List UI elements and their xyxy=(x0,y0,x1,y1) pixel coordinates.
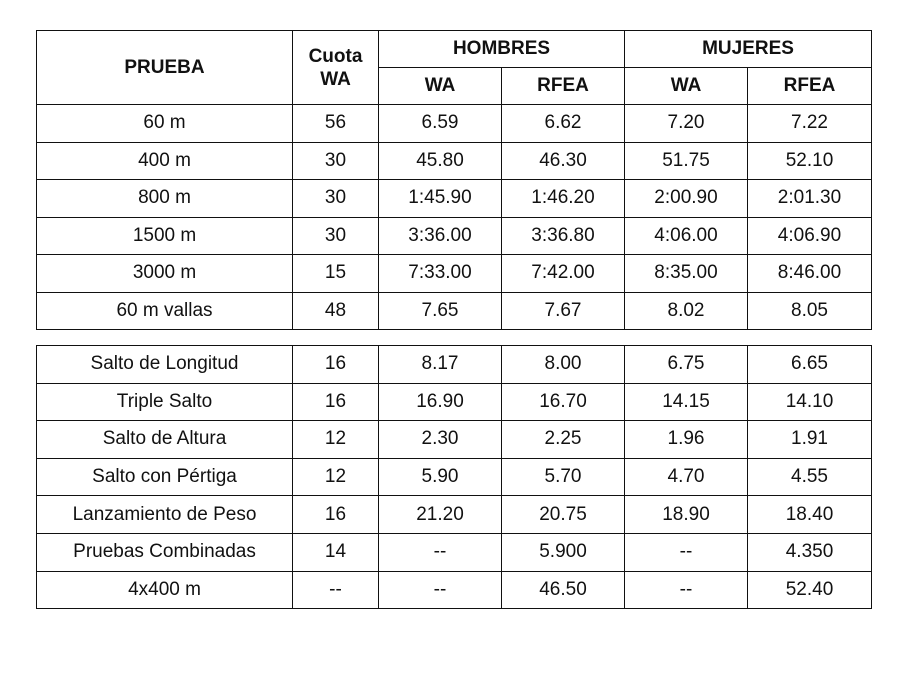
table-row xyxy=(37,255,872,293)
cell-cuota: 12 xyxy=(293,421,379,459)
header-mujeres-rfea: RFEA xyxy=(748,68,872,105)
table-row xyxy=(37,421,872,459)
cell-m-wa: 8.02 xyxy=(625,292,748,330)
cell-prueba: 60 m vallas xyxy=(37,292,293,330)
header-cuota-line2: WA xyxy=(320,68,351,90)
header-cuota-wa xyxy=(293,31,379,105)
table-row xyxy=(37,292,872,330)
cell-h-wa: -- xyxy=(379,533,502,571)
cell-h-wa: 2.30 xyxy=(379,421,502,459)
cell-m-wa: 1.96 xyxy=(625,421,748,459)
cell-prueba: 3000 m xyxy=(37,255,293,293)
cell-h-wa: 6.59 xyxy=(379,105,502,143)
track-events-table xyxy=(36,30,872,330)
cell-prueba: 60 m xyxy=(37,105,293,143)
cell-h-rfea: 3:36.80 xyxy=(502,217,625,255)
cell-m-wa: 8:35.00 xyxy=(625,255,748,293)
header-mujeres: MUJERES xyxy=(625,31,872,68)
header-cuota-line1: Cuota xyxy=(308,45,363,67)
cell-m-rfea: 52.40 xyxy=(748,571,872,609)
table-row xyxy=(37,458,872,496)
cell-h-rfea: 8.00 xyxy=(502,346,625,384)
cell-m-wa: 51.75 xyxy=(625,142,748,180)
header-hombres: HOMBRES xyxy=(379,31,625,68)
cell-m-wa: 6.75 xyxy=(625,346,748,384)
cell-cuota: 16 xyxy=(293,496,379,534)
cell-m-rfea: 4:06.90 xyxy=(748,217,872,255)
cell-m-wa: 4:06.00 xyxy=(625,217,748,255)
cell-m-wa: 2:00.90 xyxy=(625,180,748,218)
cell-prueba: Lanzamiento de Peso xyxy=(37,496,293,534)
cell-prueba: Pruebas Combinadas xyxy=(37,533,293,571)
table-row xyxy=(37,105,872,143)
cell-h-rfea: 46.50 xyxy=(502,571,625,609)
cell-prueba: 400 m xyxy=(37,142,293,180)
header-hombres-wa: WA xyxy=(379,68,502,105)
cell-m-rfea: 4.55 xyxy=(748,458,872,496)
cell-m-wa: -- xyxy=(625,533,748,571)
cell-m-wa: 4.70 xyxy=(625,458,748,496)
cell-m-rfea: 8.05 xyxy=(748,292,872,330)
cell-m-rfea: 7.22 xyxy=(748,105,872,143)
table-row xyxy=(37,383,872,421)
cell-prueba: 4x400 m xyxy=(37,571,293,609)
table-row xyxy=(37,571,872,609)
cell-cuota: 30 xyxy=(293,180,379,218)
cell-prueba: Salto de Altura xyxy=(37,421,293,459)
cell-h-rfea: 16.70 xyxy=(502,383,625,421)
cell-cuota: 16 xyxy=(293,346,379,384)
cell-m-wa: 14.15 xyxy=(625,383,748,421)
cell-h-rfea: 20.75 xyxy=(502,496,625,534)
table-row xyxy=(37,217,872,255)
cell-m-wa: 18.90 xyxy=(625,496,748,534)
cell-h-wa: 45.80 xyxy=(379,142,502,180)
cell-h-wa: 8.17 xyxy=(379,346,502,384)
cell-m-rfea: 1.91 xyxy=(748,421,872,459)
cell-h-wa: -- xyxy=(379,571,502,609)
cell-h-rfea: 6.62 xyxy=(502,105,625,143)
cell-cuota: 16 xyxy=(293,383,379,421)
table-row xyxy=(37,180,872,218)
cell-h-wa: 3:36.00 xyxy=(379,217,502,255)
cell-h-wa: 1:45.90 xyxy=(379,180,502,218)
cell-h-rfea: 1:46.20 xyxy=(502,180,625,218)
cell-cuota: -- xyxy=(293,571,379,609)
field-events-table xyxy=(36,345,872,609)
cell-cuota: 48 xyxy=(293,292,379,330)
cell-m-wa: -- xyxy=(625,571,748,609)
cell-m-rfea: 2:01.30 xyxy=(748,180,872,218)
cell-h-rfea: 7:42.00 xyxy=(502,255,625,293)
cell-h-rfea: 5.900 xyxy=(502,533,625,571)
header-prueba: PRUEBA xyxy=(37,31,293,105)
cell-prueba: Triple Salto xyxy=(37,383,293,421)
cell-prueba: 1500 m xyxy=(37,217,293,255)
table-row xyxy=(37,346,872,384)
table-row xyxy=(37,533,872,571)
cell-h-rfea: 5.70 xyxy=(502,458,625,496)
cell-h-wa: 7.65 xyxy=(379,292,502,330)
cell-h-rfea: 46.30 xyxy=(502,142,625,180)
cell-m-rfea: 6.65 xyxy=(748,346,872,384)
cell-h-rfea: 2.25 xyxy=(502,421,625,459)
cell-h-wa: 16.90 xyxy=(379,383,502,421)
cell-prueba: Salto de Longitud xyxy=(37,346,293,384)
cell-h-rfea: 7.67 xyxy=(502,292,625,330)
cell-cuota: 56 xyxy=(293,105,379,143)
cell-h-wa: 21.20 xyxy=(379,496,502,534)
cell-m-rfea: 52.10 xyxy=(748,142,872,180)
cell-m-wa: 7.20 xyxy=(625,105,748,143)
cell-cuota: 15 xyxy=(293,255,379,293)
table-row xyxy=(37,496,872,534)
cell-prueba: Salto con Pértiga xyxy=(37,458,293,496)
cell-m-rfea: 14.10 xyxy=(748,383,872,421)
cell-m-rfea: 18.40 xyxy=(748,496,872,534)
cell-m-rfea: 4.350 xyxy=(748,533,872,571)
cell-h-wa: 7:33.00 xyxy=(379,255,502,293)
cell-prueba: 800 m xyxy=(37,180,293,218)
cell-cuota: 14 xyxy=(293,533,379,571)
header-mujeres-wa: WA xyxy=(625,68,748,105)
cell-m-rfea: 8:46.00 xyxy=(748,255,872,293)
header-hombres-rfea: RFEA xyxy=(502,68,625,105)
cell-cuota: 30 xyxy=(293,142,379,180)
cell-cuota: 12 xyxy=(293,458,379,496)
cell-h-wa: 5.90 xyxy=(379,458,502,496)
cell-cuota: 30 xyxy=(293,217,379,255)
table-row xyxy=(37,142,872,180)
